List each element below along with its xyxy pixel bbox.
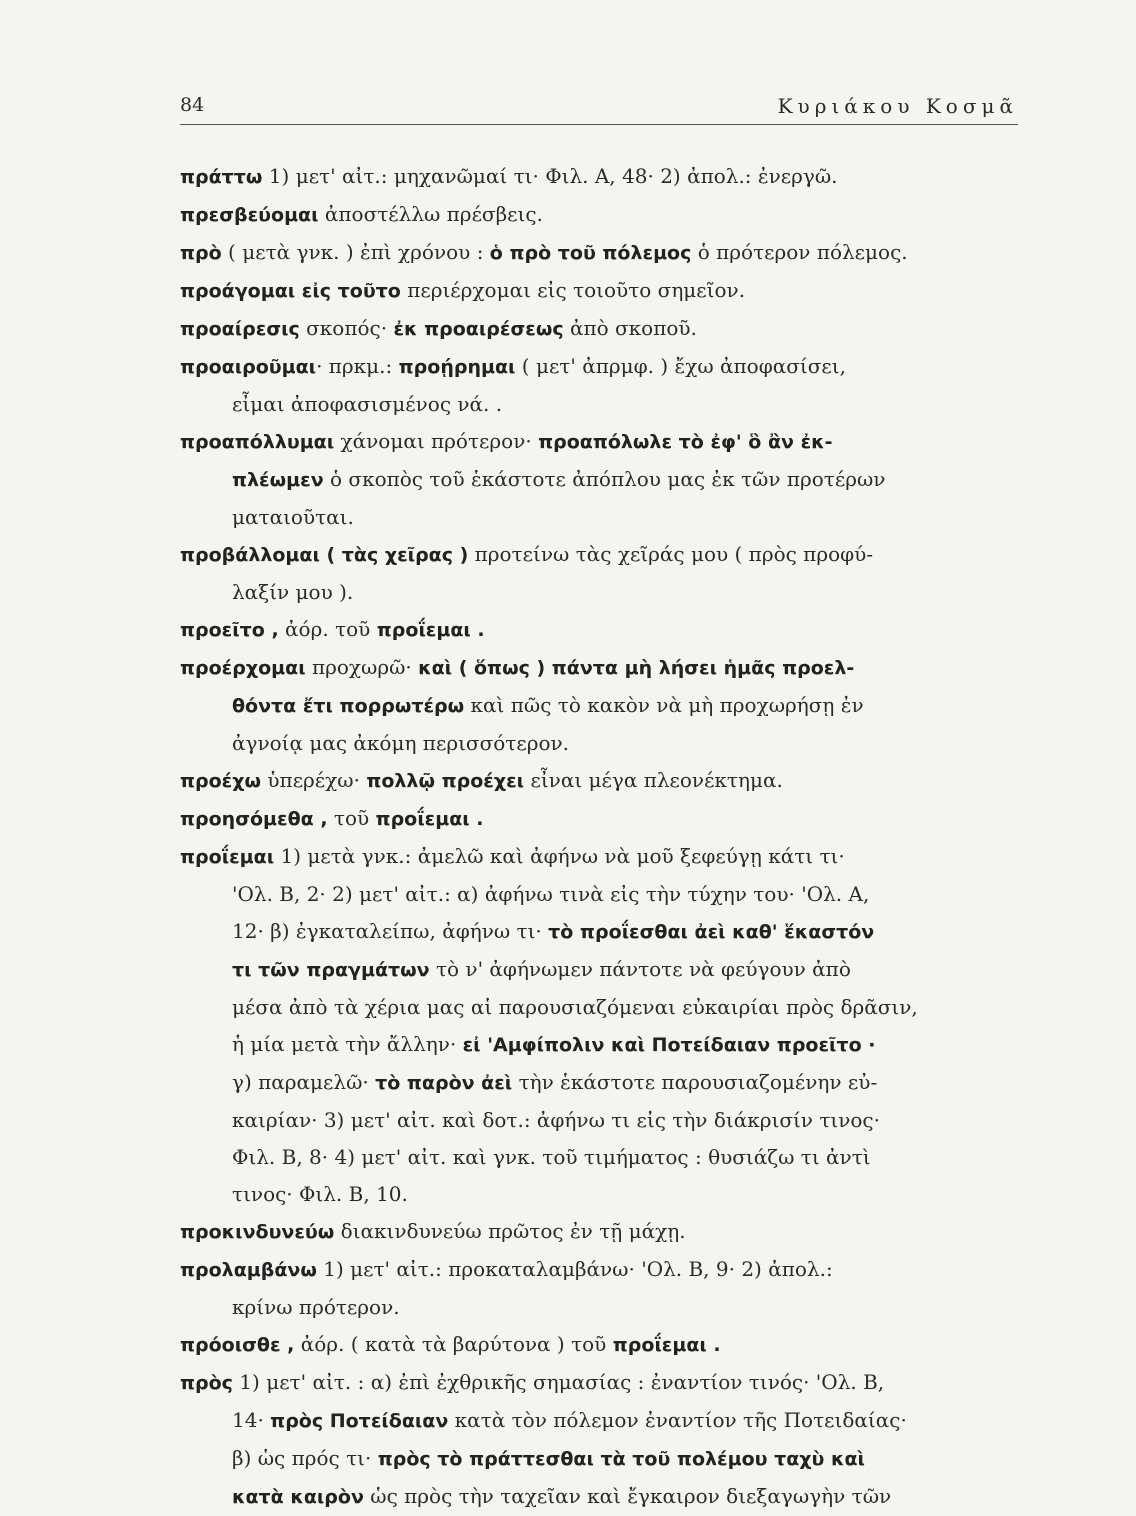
entry-proapollymai-line	[180, 461, 1018, 499]
headword: προβάλλομαι ( τὰς χεῖρας )	[180, 544, 469, 566]
entry-proapollymai	[180, 423, 1018, 461]
entry-proairesis	[180, 310, 1018, 348]
gloss-text: τοῦ	[327, 806, 376, 830]
gloss-text: ὡς πρὸς τὴν ταχεῖαν καὶ ἔγκαιρον διεξαγωγὴν τῶν	[363, 1484, 892, 1508]
running-head: Κυριάκου Κοσμᾶ	[777, 94, 1018, 118]
gloss-text: ματαιοῦται.	[232, 505, 354, 529]
entry-proiemai-line	[180, 989, 1018, 1026]
gloss-text: ὑπερέχω·	[261, 768, 367, 792]
entry-proiemai	[180, 838, 1018, 876]
entry-proapollymai-line	[180, 499, 1018, 536]
gloss-text: ἀποστέλλω πρέσβεις.	[318, 202, 543, 226]
gloss-text: β) ὡς πρός τι·	[232, 1446, 378, 1470]
entry-proairoumai-line	[180, 386, 1018, 423]
gloss-text: λαξίν μου ).	[232, 580, 354, 604]
dictionary-entries	[180, 158, 1018, 1516]
gloss-text: χάνομαι πρότερον·	[334, 429, 539, 453]
entry-proballomai-line	[180, 574, 1018, 611]
headword: προΐεμαι	[180, 846, 275, 868]
entry-prokindyneuw	[180, 1213, 1018, 1251]
headword: προαιροῦμαι	[180, 356, 317, 378]
gloss-text: ( μετ' ἀπρμφ. ) ἔχω ἀποφασίσει,	[515, 354, 846, 378]
headword: πλέωμεν	[232, 469, 324, 491]
gloss-text: ἡ μία μετὰ τὴν ἄλλην·	[232, 1032, 463, 1056]
headword: τι τῶν πραγμάτων	[232, 959, 430, 981]
headword: πολλῷ προέχει	[366, 770, 525, 792]
entry-proerchomai-line	[180, 687, 1018, 725]
headword: προαίρεσις	[180, 318, 300, 340]
headword: προαπόλωλε τὸ ἐφ' ὃ ἂν ἐκ-	[538, 431, 833, 453]
gloss-text: κρίνω πρότερον.	[232, 1295, 400, 1319]
gloss-text: · πρκμ.:	[316, 354, 399, 378]
entry-proiemai-line	[180, 951, 1018, 989]
headword: πρὸ	[180, 242, 222, 264]
entry-proeito	[180, 611, 1018, 649]
headword: προΐεμαι .	[376, 619, 485, 641]
gloss-text: τινος· Φιλ. Β, 10.	[232, 1182, 408, 1206]
entry-pro	[180, 234, 1018, 272]
gloss-text: εἶναι μέγα πλεονέκτημα.	[524, 768, 783, 792]
gloss-text: ἀόρ. ( κατὰ τὰ βαρύτονα ) τοῦ	[294, 1332, 613, 1356]
entry-proiemai-line	[180, 876, 1018, 913]
gloss-text: κατὰ τὸν πόλεμον ἐναντίον τῆς Ποτειδαίας·	[448, 1408, 907, 1432]
gloss-text: 1) μετ' αἰτ.: προκαταλαμβάνω· 'Ολ. Β, 9· 2) ἀπολ.:	[316, 1257, 833, 1281]
entry-proechw	[180, 762, 1018, 800]
headword: προεῖτο ,	[180, 619, 279, 641]
gloss-text: προτείνω τὰς χεῖράς μου ( πρὸς προφύ-	[468, 542, 874, 566]
headword: προάγομαι εἰς τοῦτο	[180, 280, 401, 302]
entry-proagomai	[180, 272, 1018, 310]
headword: πρὸς	[180, 1372, 233, 1394]
headword: πρόοισθε ,	[180, 1334, 295, 1356]
gloss-text: μέσα ἀπὸ τὰ χέρια μας αἱ παρουσιαζόμεναι εὐκαιρίαι πρὸς δρᾶσιν,	[232, 995, 918, 1019]
entry-pros-line	[180, 1402, 1018, 1440]
entry-prooisthe	[180, 1326, 1018, 1364]
gloss-text: τὴν ἑκάστοτε παρουσιαζομένην εὐ-	[512, 1070, 878, 1094]
headword: προαπόλλυμαι	[180, 431, 335, 453]
gloss-text: ὁ σκοπὸς τοῦ ἑκάστοτε ἀπόπλου μας ἐκ τῶν προτέρων	[323, 467, 886, 491]
headword: προέχω	[180, 770, 262, 792]
headword: προῄρημαι	[398, 356, 516, 378]
headword: ἐκ προαιρέσεως	[393, 318, 564, 340]
gloss-text: ἀόρ. τοῦ	[278, 617, 377, 641]
entry-proballomai	[180, 536, 1018, 574]
entry-pros-line	[180, 1478, 1018, 1516]
entry-prolambanw-line	[180, 1289, 1018, 1326]
entry-prattw	[180, 158, 1018, 196]
gloss-text: 1) μετ' αἰτ.: μηχανῶμαί τι· Φιλ. Α, 48· 2) ἀπολ.: ἐνεργῶ.	[262, 164, 838, 188]
gloss-text: εἶμαι ἀποφασισμένος νά. .	[232, 392, 503, 416]
entry-prolambanw	[180, 1251, 1018, 1289]
gloss-text: περιέρχομαι εἰς τοιοῦτο σημεῖον.	[400, 278, 746, 302]
gloss-text: ( μετὰ γνκ. ) ἐπὶ χρόνου :	[221, 240, 490, 264]
gloss-text: Φιλ. Β, 8· 4) μετ' αἰτ. καὶ γνκ. τοῦ τιμήματος : θυσιάζω τι ἀντὶ	[232, 1145, 871, 1169]
headword: τὸ παρὸν ἀεὶ	[375, 1072, 513, 1094]
headword: πρὸς τὸ πράττεσθαι τὰ τοῦ πολέμου ταχὺ καὶ	[377, 1448, 865, 1470]
headword: πράττω	[180, 166, 263, 188]
gloss-text: σκοπός·	[299, 316, 394, 340]
headword: προέρχομαι	[180, 657, 306, 679]
headword: θόντα ἔτι πορρωτέρω	[232, 695, 465, 717]
gloss-text: γ) παραμελῶ·	[232, 1070, 376, 1094]
entry-proiemai-line	[180, 913, 1018, 951]
headword: κατὰ καιρὸν	[232, 1486, 364, 1508]
headword: προκινδυνεύω	[180, 1221, 335, 1243]
gloss-text: 'Ολ. Β, 2· 2) μετ' αἰτ.: α) ἀφήνω τινὰ εἰς τὴν τύχην του· 'Ολ. Α,	[232, 882, 870, 906]
entry-pros	[180, 1364, 1018, 1402]
headword: πρεσβεύομαι	[180, 204, 319, 226]
entry-proerchomai-line	[180, 725, 1018, 762]
entry-proairoumai	[180, 348, 1018, 386]
entry-pros-line	[180, 1440, 1018, 1478]
gloss-text: 1) μετ' αἰτ. : α) ἐπὶ ἐχθρικῆς σημασίας : ἐναντίον τινός· 'Ολ. Β,	[232, 1370, 885, 1394]
gloss-text: ἀπὸ σκοποῦ.	[563, 316, 697, 340]
gloss-text: 12· β) ἐγκαταλείπω, ἀφήνω τι·	[232, 919, 549, 943]
gloss-text: ἀγνοίᾳ μας ἀκόμη περισσότερον.	[232, 731, 570, 755]
headword: τὸ προΐεσθαι ἀεὶ καθ' ἕκαστόν	[548, 921, 875, 943]
gloss-text: καὶ πῶς τὸ κακὸν νὰ μὴ προχωρήσῃ ἐν	[464, 693, 864, 717]
headword: καὶ ( ὅπως ) πάντα μὴ λήσει ἡμᾶς προελ-	[418, 657, 855, 679]
gloss-text: τὸ ν' ἀφήνωμεν πάντοτε νὰ φεύγουν ἀπὸ	[429, 957, 851, 981]
gloss-text: 14·	[232, 1408, 271, 1432]
page-header	[180, 94, 1018, 125]
gloss-text: ὁ πρότερον πόλεμος.	[691, 240, 908, 264]
entry-proerchomai	[180, 649, 1018, 687]
gloss-text: διακινδυνεύω πρῶτος ἐν τῇ μάχῃ.	[334, 1219, 686, 1243]
headword: προΐεμαι .	[612, 1334, 721, 1356]
entry-proiemai-line	[180, 1064, 1018, 1102]
entry-proiemai-line	[180, 1139, 1018, 1176]
headword: πρὸς Ποτείδαιαν	[270, 1410, 449, 1432]
headword: προησόμεθα ,	[180, 808, 328, 830]
page-number: 84	[180, 94, 205, 116]
gloss-text: προχωρῶ·	[305, 655, 419, 679]
headword: προΐεμαι .	[375, 808, 484, 830]
gloss-text: καιρίαν· 3) μετ' αἰτ. καὶ δοτ.: ἀφήνω τι εἰς τὴν διάκρισίν τινος·	[232, 1108, 880, 1132]
entry-proiemai-line	[180, 1102, 1018, 1139]
headword: ὁ πρὸ τοῦ πόλεμος	[489, 242, 692, 264]
entry-proisometha	[180, 800, 1018, 838]
entry-proiemai-line	[180, 1026, 1018, 1064]
headword: εἰ 'Αμφίπολιν καὶ Ποτείδαιαν προεῖτο ·	[462, 1034, 876, 1056]
gloss-text: 1) μετὰ γνκ.: ἀμελῶ καὶ ἀφήνω νὰ μοῦ ξεφεύγῃ κάτι τι·	[274, 844, 845, 868]
entry-proiemai-line	[180, 1176, 1018, 1213]
headword: προλαμβάνω	[180, 1259, 317, 1281]
entry-presbeuomai	[180, 196, 1018, 234]
